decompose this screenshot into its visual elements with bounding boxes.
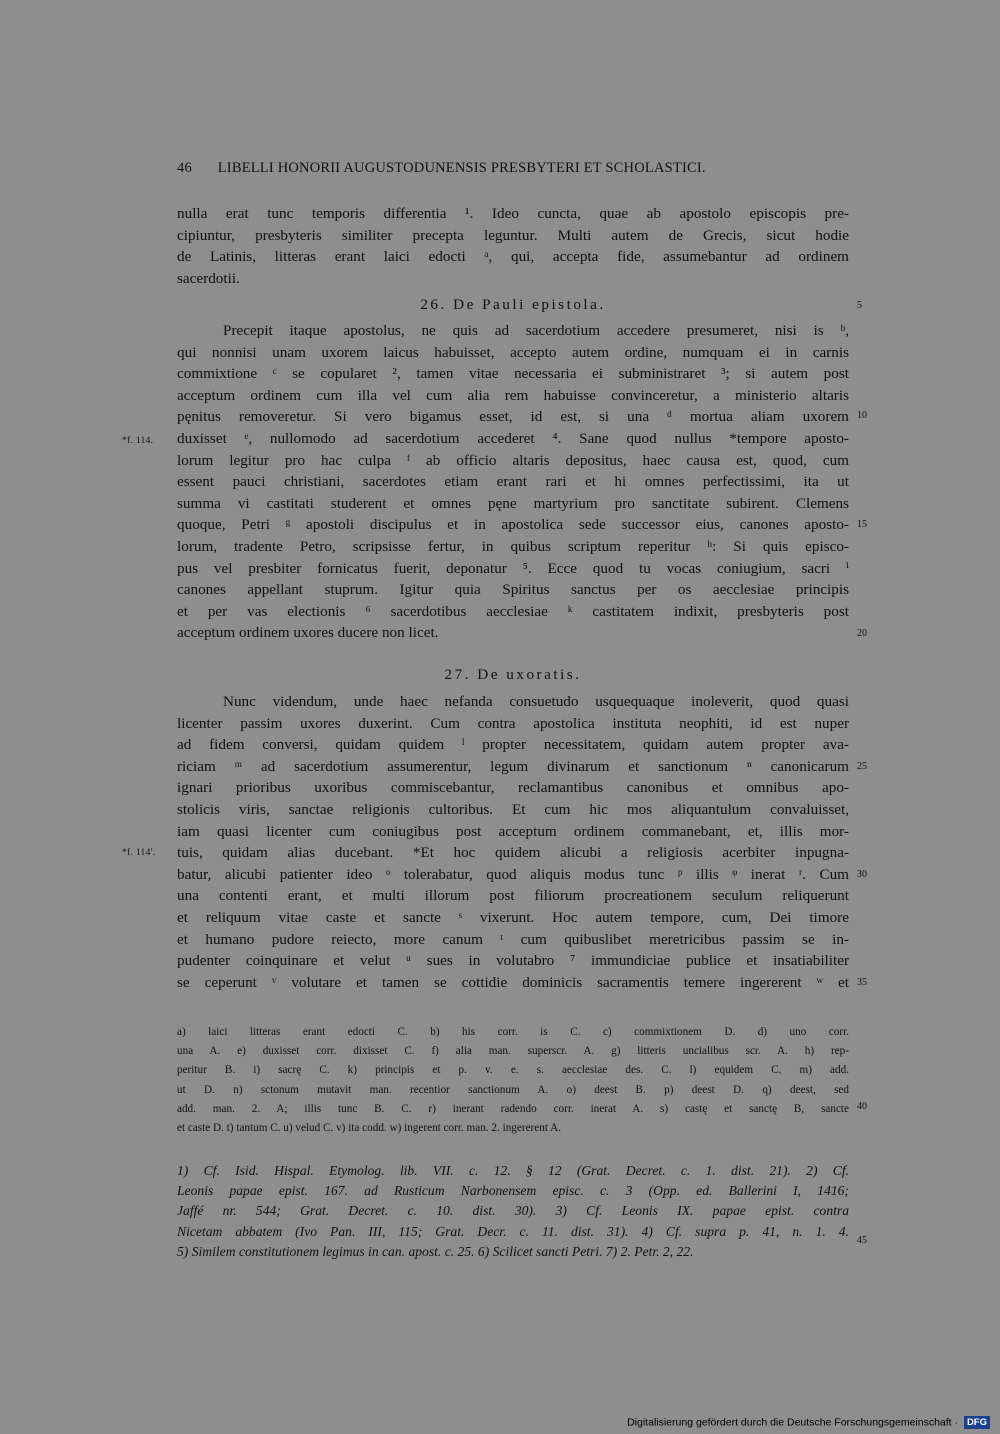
line-number: 30 [857,869,867,880]
dfg-logo: DFG [964,1416,990,1429]
funding-note: Digitalisierung gefördert durch die Deutsche Forschungsgemeinschaft · [627,1416,959,1429]
apparatus-line: et caste D. t) tantum C. u) velud C. v) ita codd. w) ingerent corr. man. 2. ingererent A. [177,1121,561,1134]
text-line: pęnitus removeretur. Si vero bigamus esset, id est, si una ᵈ mortua aliam uxorem [177,408,849,426]
folio-reference: *f. 114. [122,436,154,446]
text-line: nulla erat tunc temporis differentia ¹. Ideo cuncta, quae ab apostolo episcopis pre- [177,205,849,222]
text-line: essent pauci christiani, sacerdotes etiam erant rari et hi omnes perfectissimi, ita ut [177,473,849,491]
text-line: cipiuntur, presbyteris similiter precepta leguntur. Multi autem de Grecis, sicut hodie [177,226,849,244]
text-line: Precepit itaque apostolus, ne quis ad sacerdotium accedere presumeret, nisi is ᵇ, [223,322,849,339]
section-27-body [177,691,849,993]
text-line: summa vi castitati studerent et omnes pęne martyrium pro sanctitate subirent. Clemens [177,494,849,512]
text-line: ignari prioribus uxoribus commiscebantur, reclamantibus canonibus et omnibus apo- [177,779,849,797]
section-heading: 26. De Pauli epistola. [420,296,606,313]
line-number: 35 [857,977,867,988]
line-number: 5 [857,300,862,311]
text-line: stolicis viris, sanctae religionis cultoribus. Et cum hic mos aliquantulum convaluisset, [177,800,849,818]
section-26-body [177,320,849,644]
running-header [177,160,857,177]
text-line: licenter passim uxores duxerint. Cum contra apostolica instituta neophiti, id est nuper [177,714,849,732]
line-number: 10 [857,410,867,421]
text-line: pus vel presbiter fornicatus fuerit, deponatur ⁵. Ecce quod tu vocas coniugium, sacri ⁱ [177,559,849,577]
line-number: 40 [857,1101,867,1112]
text-line: ad fidem conversi, quidam quidem ˡ propter necessitatem, quidam autem propter ava- [177,736,849,754]
footnote-line: Leonis papae epist. 167. ad Rusticum Narbonensem episc. c. 3 (Opp. ed. Ballerini I, 1416; [177,1183,849,1199]
footnote-line: Jaffé nr. 544; Grat. Decret. c. 10. dist. 30). 3) Cf. Leonis IX. papae epist. contra [177,1203,849,1219]
footnote-line: 1) Cf. Isid. Hispal. Etymolog. lib. VII. c. 12. § 12 (Grat. Decret. c. 1. dist. 21). 2) Cf. [177,1163,849,1178]
line-number: 15 [857,519,867,530]
apparatus-line: a) laici litteras erant edocti C. b) his corr. is C. c) commixtionem D. d) uno corr. [177,1026,849,1038]
text-line: acceptum ordinem uxores ducere non licet. [177,624,439,642]
apparatus-line: ut D. n) sctonum mutavit man. recentior sanctionum A. o) deest B. p) deest D. q) deest, sed [177,1083,849,1096]
text-line: lorum legitur pro hac culpa ᶠ ab officio altaris depositus, haec causa est, quod, cum [177,451,849,469]
footnote-line: 5) Similem constitutionem legimus in can. apost. c. 25. 6) Scilicet sancti Petri. 7) 2. Petr. 2, 22. [177,1243,694,1259]
text-line: una contenti erant, et multi illorum post filiorum procreationem seculum reliquerunt [177,887,849,905]
text-line: se ceperunt ᵛ volutare et tamen se cottidie dominicis sacramentis temere ingererent ʷ et [177,973,849,991]
text-line: iam quasi licenter cum coniugibus post acceptum ordinem commanebant, et, illis mor- [177,822,849,840]
text-line: et per vas electionis ⁶ sacerdotibus aecclesiae ᵏ castitatem indixit, presbyteris post [177,602,849,620]
text-line: sacerdotii. [177,269,240,287]
intro-paragraph [177,203,849,289]
text-line: commixtione ᶜ se copularet ², tamen vitae necessaria ei subministraret ³; si autem post [177,365,849,383]
text-line: et humano pudore reiecto, more canum ᵗ cum quibuslibet meretricibus passim se in- [177,930,849,948]
line-number: 25 [857,761,867,772]
text-line: acceptum ordinem cum illa vel cum alia rem habuisse convinceretur, a ministerio altaris [177,386,849,404]
footnote-line: Nicetam abbatem (Ivo Pan. III, 115; Grat. Decr. c. 11. dist. 31). 4) Cf. supra p. 41, n. 1. 4. [177,1223,849,1239]
text-line: riciam ᵐ ad sacerdotium assumerentur, legum divinarum et sanctionum ⁿ canonicarum [177,757,849,775]
text-line: duxisset ᵉ, nullomodo ad sacerdotium accederet ⁴. Sane quod nullus *tempore aposto- [177,429,849,447]
apparatus-line: peritur B. i) sacrę C. k) principis et p. v. e. s. aecclesiae des. C. l) equidem C. m) add. [177,1064,849,1077]
text-line: de Latinis, litteras erant laici edocti ᵃ, qui, accepta fide, assumebantur ad ordinem [177,248,849,266]
line-number: 20 [857,628,867,639]
running-title: LIBELLI HONORII AUGUSTODUNENSIS PRESBYTERI ET SCHOLASTICI. [217,160,706,176]
text-line: canones appellant stuprum. Igitur quia Spiritus sanctus per os aecclesiae principis [177,581,849,599]
text-line: quoque, Petri ᵍ apostoli discipulus et in apostolica sede successor eius, canones aposto- [177,516,849,534]
text-line: qui nonnisi unam uxorem laicus habuisset, accepto autem ordine, numquam ei in carnis [177,343,849,361]
text-line: pudenter coinquinare et velut ᵘ sues in volutabro ⁷ immundiciae publice et insatiabiliter [177,952,849,970]
line-number: 45 [857,1235,867,1246]
apparatus-line: una A. e) duxisset corr. dixisset C. f) alia man. superscr. A. g) litteris uncialibus scr. A. h) rep- [177,1045,849,1058]
text-line: Nunc videndum, unde haec nefanda consuetudo usquequaque inoleverit, quod quasi [223,693,849,710]
apparatus-line: add. man. 2. A; illis tunc B. C. r) inerant radendo corr. inerat A. s) castę et sanctę B, sancte [177,1102,849,1115]
text-line: batur, alicubi patienter ideo ᵒ tolerabatur, quod aliquis modus tunc ᵖ illis ᵠ inerat ʳ. Cum [177,865,849,883]
funding-footer [627,1416,990,1429]
text-line: lorum, tradente Petro, scripsisse fertur, in quibus scriptum reperitur ʰ: Si quis episco- [177,537,849,555]
text-line: tuis, quidam alias ducebant. *Et hoc quidem alicubi a religiosis acerbiter inpugna- [177,844,849,862]
footnotes [177,1161,849,1262]
text-line: et reliquum vitae caste et sancte ˢ vixerunt. Hoc autem tempore, cum, Dei timore [177,908,849,926]
page-number: 46 [177,160,192,176]
critical-apparatus [177,1023,849,1138]
section-heading: 27. De uxoratis. [444,666,582,683]
folio-reference: *f. 114'. [122,848,156,858]
